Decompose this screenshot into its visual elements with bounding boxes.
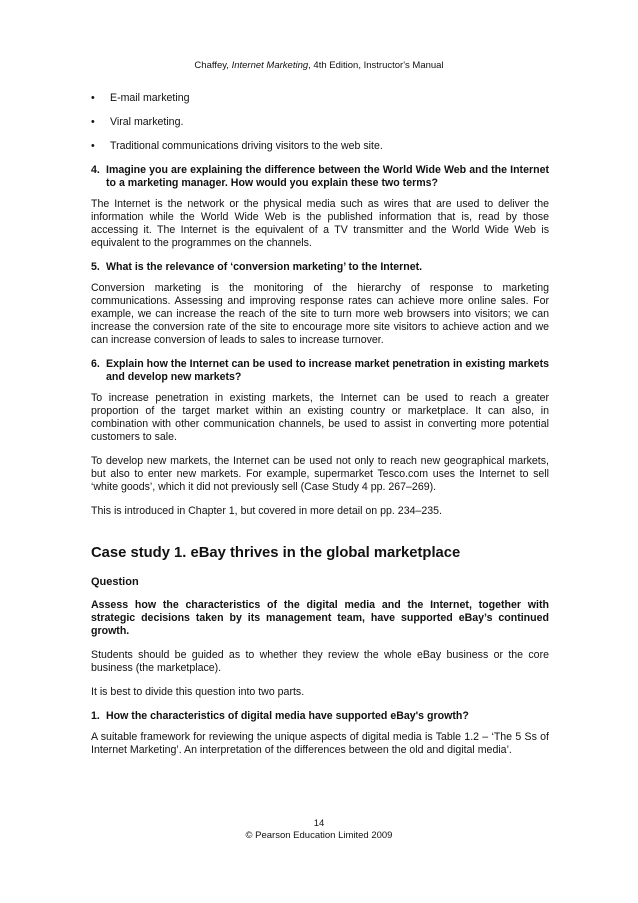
case-study-question-label: Question xyxy=(91,576,139,588)
part-text: How the characteristics of digital media have supported eBay's growth? xyxy=(106,710,469,722)
case-study-paragraph: Students should be guided as to whether they review the whole eBay business or the core business (the marketplace). xyxy=(91,649,549,674)
question-4-answer: The Internet is the network or the physical media such as wires that are used to deliver the information while the World Wide Web is the published information that is, read by those accessing it. The Internet is the equivalent of a TV transmitter and the World Wide Web is equivalent to the programmes on the channels. xyxy=(91,198,549,249)
question-6-answer-3: This is introduced in Chapter 1, but covered in more detail on pp. 234–235. xyxy=(91,505,442,517)
header-edition: , 4th Edition, Instructor's Manual xyxy=(308,60,444,71)
case-study-part-1-heading xyxy=(91,710,549,723)
bullet-item xyxy=(91,92,549,105)
question-6-heading xyxy=(91,358,549,384)
question-5-heading xyxy=(91,261,549,274)
question-number: 5. xyxy=(91,261,100,273)
header-book-title: Internet Marketing xyxy=(231,60,309,71)
page-content xyxy=(91,92,549,768)
question-6-answer-2: To develop new markets, the Internet can be used not only to reach new geographical markets, but also to enter new markets. For example, supermarket Tesco.com uses the Internet to sell ‘white goods’, which it did not previously sell (Case Study 4 pp. 267–269). xyxy=(91,455,549,493)
header-author: Chaffey, xyxy=(194,60,232,71)
question-5-answer: Conversion marketing is the monitoring of the hierarchy of response to marketing communications. Assessing and improving response rates can achieve more online sales. For example, we can increase the reach of the site to turn more web browsers into visitors; we can increase the conversion rate of the site to encourage more site visitors to achieve action and we can increase conversion of leads to sales to increase turnover. xyxy=(91,282,549,346)
copyright-notice: © Pearson Education Limited 2009 xyxy=(245,830,393,841)
case-study-question: Assess how the characteristics of the digital media and the Internet, together with strategic decisions taken by its management team, have supported eBay’s continued growth. xyxy=(91,599,549,637)
bullet-text: E-mail marketing xyxy=(110,92,190,104)
page-footer xyxy=(0,818,638,842)
bullet-icon: • xyxy=(91,92,95,104)
question-text: Imagine you are explaining the difference between the World Wide Web and the Internet to a marketing manager. How would you explain these two terms? xyxy=(106,164,549,189)
question-6-answer-1: To increase penetration in existing markets, the Internet can be used to reach a greater proportion of the target market within an existing country or marketplace. It can also, in combination with other communication channels, be used to assist in converting more potential customers to sale. xyxy=(91,392,549,443)
case-study-paragraph: A suitable framework for reviewing the unique aspects of digital media is Table 1.2 – ‘The 5 Ss of Internet Marketing’. An interpretation of the differences between the old and digital media’. xyxy=(91,731,549,756)
question-text: What is the relevance of ‘conversion marketing’ to the Internet. xyxy=(106,261,423,273)
bullet-text: Traditional communications driving visitors to the web site. xyxy=(110,140,383,152)
case-study-paragraph: It is best to divide this question into two parts. xyxy=(91,686,305,698)
bullet-item xyxy=(91,140,549,153)
question-4-heading xyxy=(91,164,549,190)
running-header xyxy=(0,60,638,71)
part-number: 1. xyxy=(91,710,100,722)
bullet-item xyxy=(91,116,549,129)
page-number: 14 xyxy=(313,818,325,829)
question-number: 6. xyxy=(91,358,100,370)
bullet-text: Viral marketing. xyxy=(110,116,184,128)
bullet-icon: • xyxy=(91,116,95,128)
bullet-icon: • xyxy=(91,140,95,152)
question-text: Explain how the Internet can be used to increase market penetration in existing markets and develop new markets? xyxy=(106,358,549,383)
question-number: 4. xyxy=(91,164,100,176)
case-study-title: Case study 1. eBay thrives in the global marketplace xyxy=(91,545,461,561)
